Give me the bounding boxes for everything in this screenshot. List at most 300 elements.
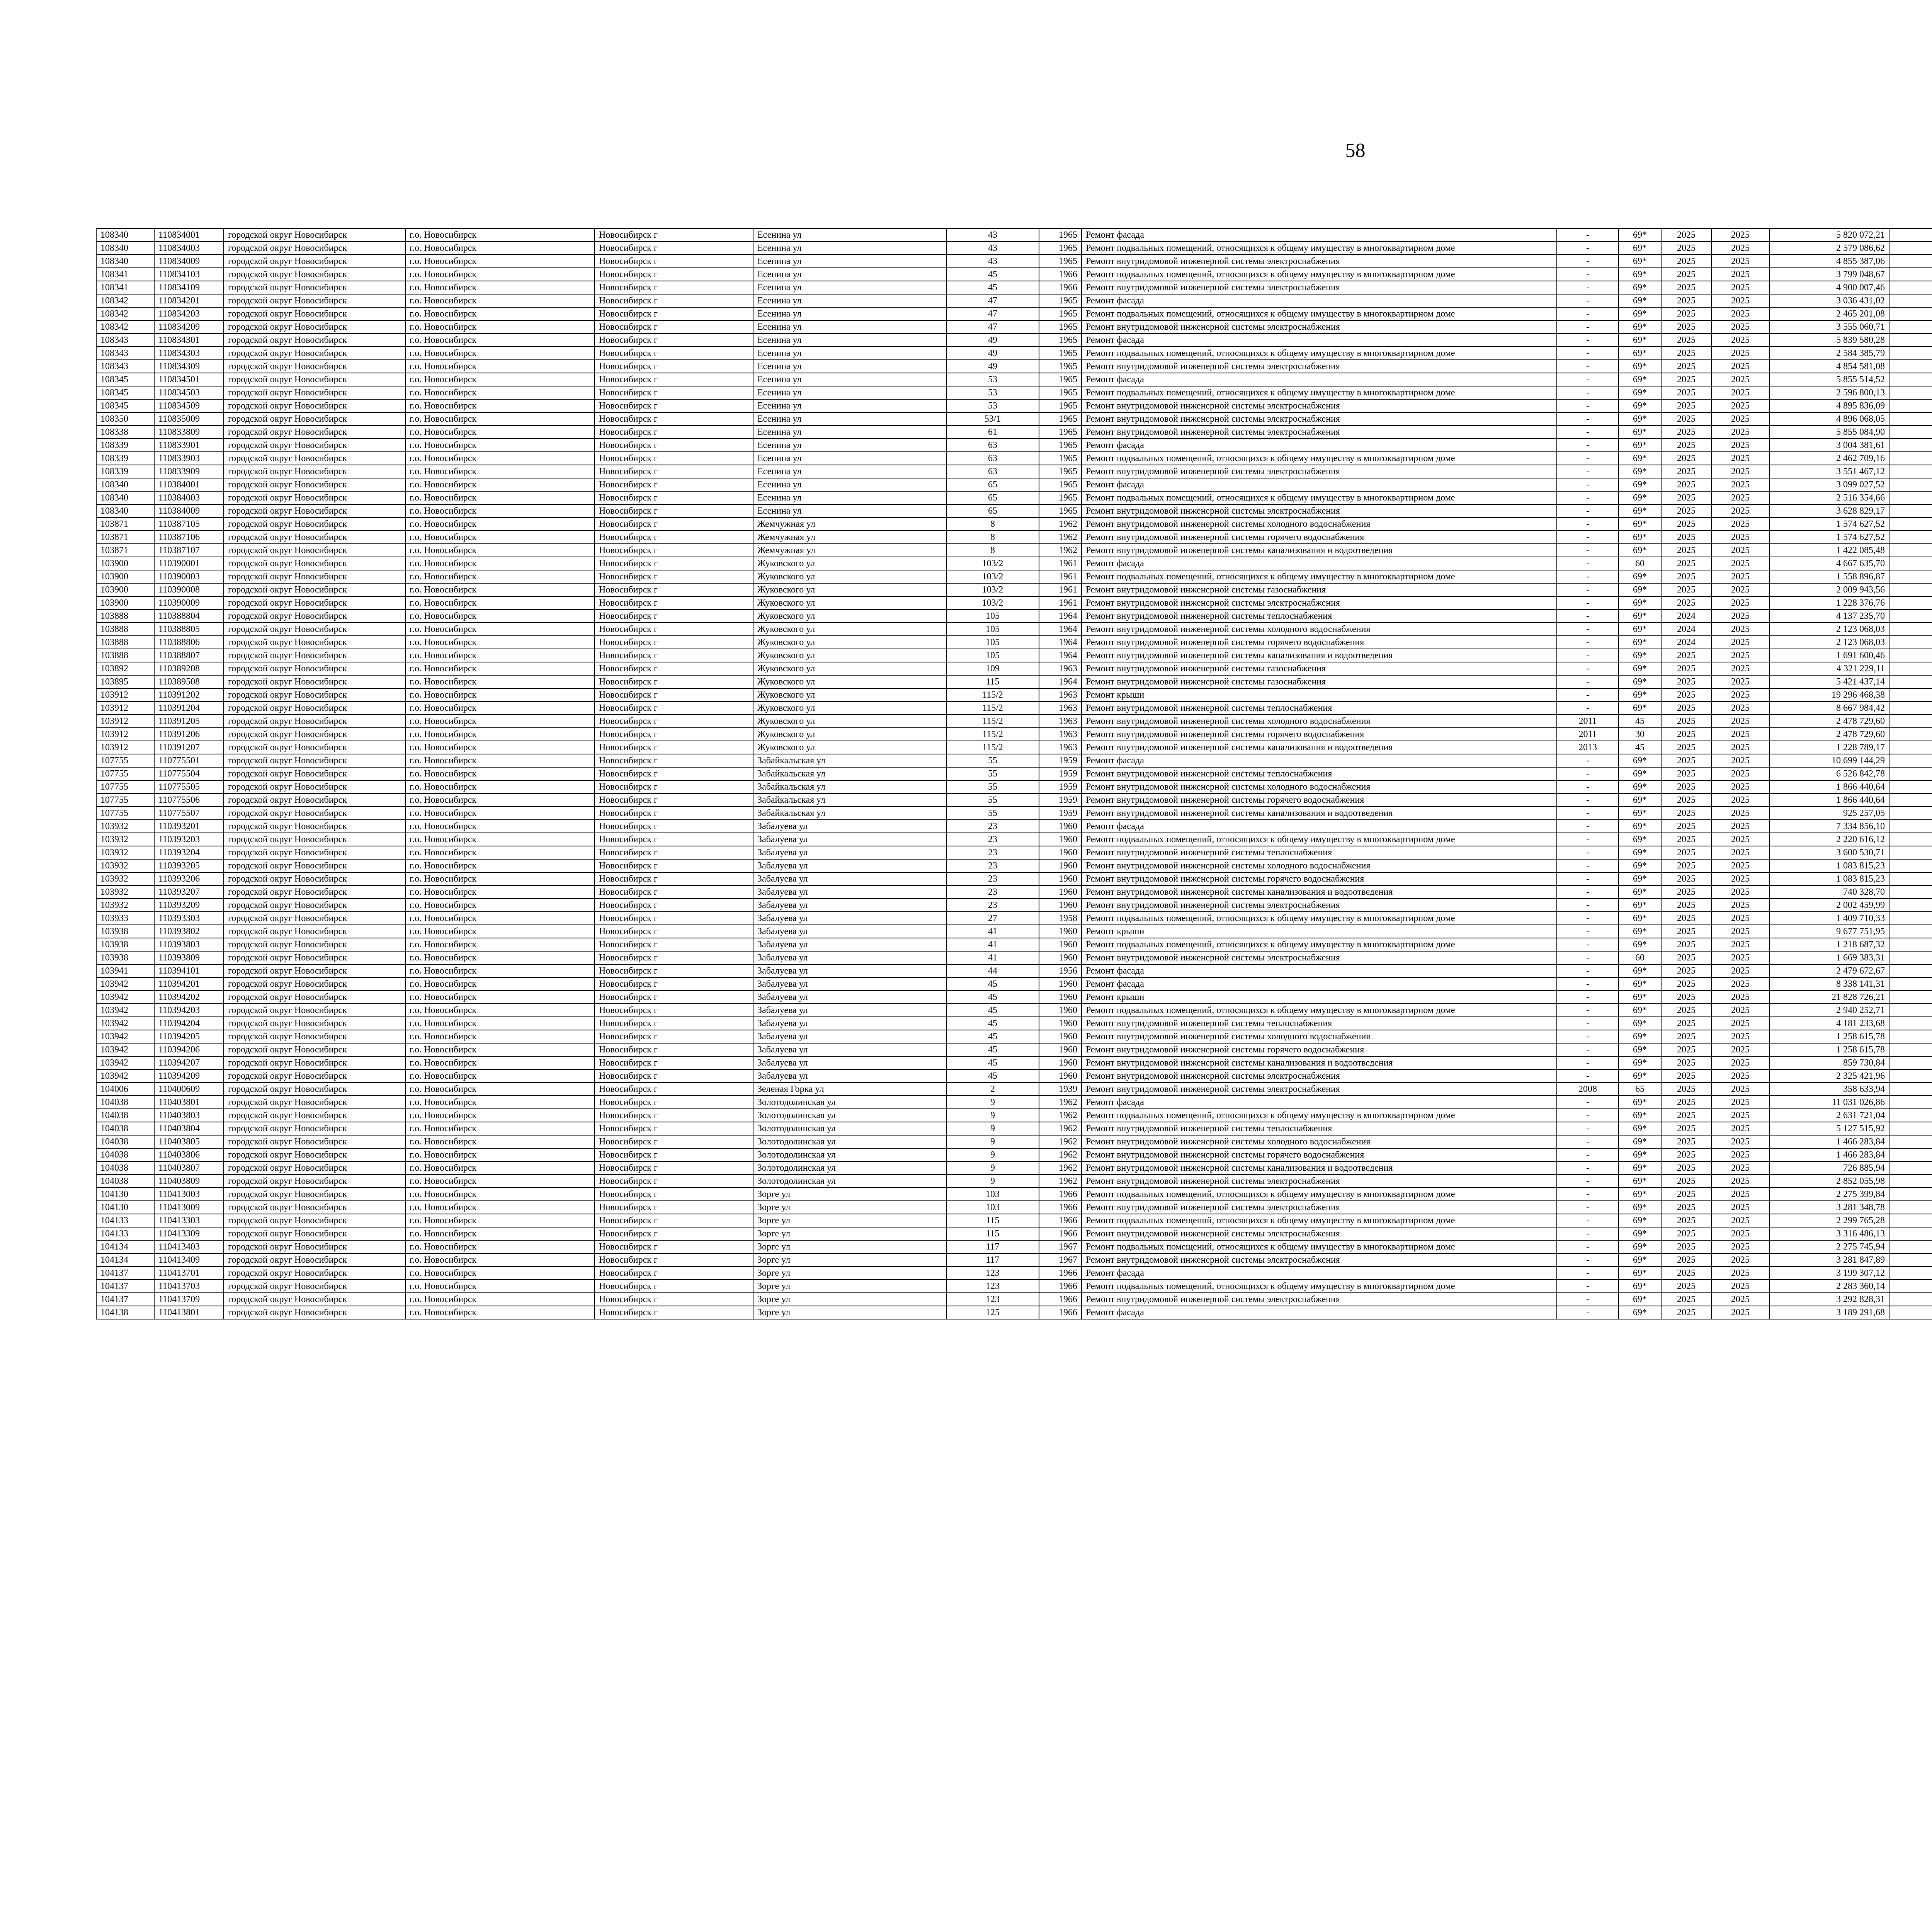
cell-street: Есенина ул (753, 465, 946, 478)
cell-district: городской округ Новосибирск (224, 334, 405, 347)
cell-settlement: г.о. Новосибирск (405, 1227, 595, 1240)
cell-work: Ремонт подвальных помещений, относящихся к общему имуществу в многоквартирном доме (1082, 491, 1557, 504)
cell-year-repair: - (1557, 1306, 1619, 1319)
cell-year-built: 1939 (1039, 1083, 1082, 1096)
cell-year-repair: - (1557, 557, 1619, 570)
cell-cost-fund (1889, 1017, 1932, 1030)
cell-year-done: 2025 (1711, 925, 1769, 938)
cell-year-built: 1964 (1039, 636, 1082, 649)
cell-house-no: 47 (946, 307, 1039, 320)
cell-cost-fund (1889, 636, 1932, 649)
cell-city: Новосибирск г (595, 465, 753, 478)
cell-house-no: 45 (946, 1017, 1039, 1030)
table-row (96, 991, 1932, 1004)
cell-cost-fund (1889, 1056, 1932, 1069)
table-row (96, 1069, 1932, 1083)
cell-settlement: г.о. Новосибирск (405, 701, 595, 715)
cell-year-plan: 2025 (1661, 320, 1711, 334)
cell-district: городской округ Новосибирск (224, 1188, 405, 1201)
table-row (96, 570, 1932, 583)
cell-year-done: 2025 (1711, 1122, 1769, 1135)
table-row (96, 1240, 1932, 1253)
cell-district: городской округ Новосибирск (224, 636, 405, 649)
cell-wear: 69* (1619, 320, 1661, 334)
table-row (96, 491, 1932, 504)
cell-city: Новосибирск г (595, 1109, 753, 1122)
cell-house-no: 55 (946, 767, 1039, 780)
cell-entry-id: 110400609 (154, 1083, 224, 1096)
cell-work: Ремонт внутридомовой инженерной системы электроснабжения (1082, 412, 1557, 426)
table-row (96, 623, 1932, 636)
cell-year-repair: - (1557, 859, 1619, 872)
cell-district: городской округ Новосибирск (224, 1096, 405, 1109)
cell-year-done: 2025 (1711, 465, 1769, 478)
cell-city: Новосибирск г (595, 1096, 753, 1109)
cell-settlement: г.о. Новосибирск (405, 833, 595, 846)
cell-house-id: 103932 (96, 833, 154, 846)
cell-cost-fund (1889, 964, 1932, 977)
cell-street: Есенина ул (753, 307, 946, 320)
cell-work: Ремонт фасада (1082, 557, 1557, 570)
table-row (96, 912, 1932, 925)
cell-settlement: г.о. Новосибирск (405, 925, 595, 938)
cell-year-done: 2025 (1711, 281, 1769, 294)
cell-settlement: г.о. Новосибирск (405, 255, 595, 268)
cell-work: Ремонт внутридомовой инженерной системы теплоснабжения (1082, 1017, 1557, 1030)
table-row (96, 255, 1932, 268)
cell-year-plan: 2025 (1661, 780, 1711, 793)
cell-cost-fund (1889, 885, 1932, 899)
cell-year-plan: 2025 (1661, 649, 1711, 662)
cell-year-repair: - (1557, 426, 1619, 439)
cell-house-no: 45 (946, 1004, 1039, 1017)
cell-entry-id: 110387106 (154, 531, 224, 544)
cell-work: Ремонт подвальных помещений, относящихся к общему имуществу в многоквартирном доме (1082, 386, 1557, 399)
table-row (96, 1109, 1932, 1122)
cell-cost-fund (1889, 1109, 1932, 1122)
cell-wear: 69* (1619, 360, 1661, 373)
cell-settlement: г.о. Новосибирск (405, 1293, 595, 1306)
cell-work: Ремонт фасада (1082, 1267, 1557, 1280)
cell-year-repair: - (1557, 754, 1619, 767)
cell-year-plan: 2025 (1661, 767, 1711, 780)
cell-wear: 69* (1619, 899, 1661, 912)
cell-settlement: г.о. Новосибирск (405, 242, 595, 255)
cell-house-id: 108343 (96, 334, 154, 347)
cell-street: Золотодолинская ул (753, 1175, 946, 1188)
cell-street: Жемчужная ул (753, 518, 946, 531)
cell-house-id: 104137 (96, 1267, 154, 1280)
cell-settlement: г.о. Новосибирск (405, 1083, 595, 1096)
cell-wear: 69* (1619, 1306, 1661, 1319)
cell-house-no: 55 (946, 793, 1039, 807)
cell-district: городской округ Новосибирск (224, 675, 405, 688)
cell-city: Новосибирск г (595, 1175, 753, 1188)
table-row (96, 859, 1932, 872)
cell-year-plan: 2025 (1661, 491, 1711, 504)
cell-settlement: г.о. Новосибирск (405, 465, 595, 478)
cell-work: Ремонт внутридомовой инженерной системы канализования и водоотведения (1082, 1161, 1557, 1175)
cell-cost-total: 2 123 068,03 (1769, 636, 1889, 649)
cell-street: Есенина ул (753, 347, 946, 360)
cell-work: Ремонт внутридомовой инженерной системы электроснабжения (1082, 504, 1557, 518)
cell-work: Ремонт внутридомовой инженерной системы электроснабжения (1082, 1175, 1557, 1188)
cell-work: Ремонт подвальных помещений, относящихся к общему имуществу в многоквартирном доме (1082, 938, 1557, 951)
table-row (96, 531, 1932, 544)
cell-year-plan: 2025 (1661, 1201, 1711, 1214)
cell-entry-id: 110387107 (154, 544, 224, 557)
cell-year-done: 2025 (1711, 1096, 1769, 1109)
cell-year-built: 1965 (1039, 320, 1082, 334)
cell-year-repair: - (1557, 242, 1619, 255)
cell-city: Новосибирск г (595, 334, 753, 347)
cell-city: Новосибирск г (595, 728, 753, 741)
cell-house-id: 103912 (96, 688, 154, 701)
cell-house-no: 105 (946, 649, 1039, 662)
cell-entry-id: 110394202 (154, 991, 224, 1004)
cell-settlement: г.о. Новосибирск (405, 1306, 595, 1319)
cell-city: Новосибирск г (595, 899, 753, 912)
table-row (96, 242, 1932, 255)
cell-wear: 69* (1619, 518, 1661, 531)
cell-house-no: 43 (946, 255, 1039, 268)
cell-cost-fund (1889, 504, 1932, 518)
cell-cost-fund (1889, 544, 1932, 557)
cell-year-done: 2025 (1711, 412, 1769, 426)
cell-settlement: г.о. Новосибирск (405, 964, 595, 977)
cell-street: Забалуева ул (753, 833, 946, 846)
cell-cost-fund (1889, 715, 1932, 728)
cell-street: Зорге ул (753, 1214, 946, 1227)
cell-year-plan: 2024 (1661, 609, 1711, 623)
cell-work: Ремонт внутридомовой инженерной системы теплоснабжения (1082, 1122, 1557, 1135)
cell-work: Ремонт внутридомовой инженерной системы электроснабжения (1082, 399, 1557, 412)
cell-city: Новосибирск г (595, 1201, 753, 1214)
cell-house-no: 45 (946, 1030, 1039, 1043)
cell-street: Зорге ул (753, 1240, 946, 1253)
cell-entry-id: 110834503 (154, 386, 224, 399)
cell-settlement: г.о. Новосибирск (405, 399, 595, 412)
cell-house-id: 107755 (96, 767, 154, 780)
cell-district: городской округ Новосибирск (224, 767, 405, 780)
cell-settlement: г.о. Новосибирск (405, 662, 595, 675)
cell-year-done: 2025 (1711, 1267, 1769, 1280)
cell-settlement: г.о. Новосибирск (405, 715, 595, 728)
cell-year-done: 2025 (1711, 1161, 1769, 1175)
cell-cost-fund (1889, 478, 1932, 491)
cell-year-done: 2025 (1711, 899, 1769, 912)
cell-work: Ремонт внутридомовой инженерной системы газоснабжения (1082, 662, 1557, 675)
cell-year-repair: - (1557, 1280, 1619, 1293)
cell-house-id: 103942 (96, 1056, 154, 1069)
cell-year-plan: 2025 (1661, 991, 1711, 1004)
cell-year-repair: - (1557, 991, 1619, 1004)
cell-year-plan: 2025 (1661, 557, 1711, 570)
cell-cost-fund (1889, 675, 1932, 688)
cell-cost-fund (1889, 912, 1932, 925)
cell-year-done: 2025 (1711, 1043, 1769, 1056)
cell-house-id: 103912 (96, 701, 154, 715)
cell-cost-total: 2 283 360,14 (1769, 1280, 1889, 1293)
cell-house-no: 45 (946, 1043, 1039, 1056)
table-row (96, 1280, 1932, 1293)
cell-house-id: 108340 (96, 478, 154, 491)
cell-cost-total: 2 462 709,16 (1769, 452, 1889, 465)
cell-work: Ремонт внутридомовой инженерной системы теплоснабжения (1082, 701, 1557, 715)
cell-settlement: г.о. Новосибирск (405, 518, 595, 531)
cell-year-done: 2025 (1711, 701, 1769, 715)
cell-house-id: 108340 (96, 491, 154, 504)
cell-year-done: 2025 (1711, 951, 1769, 964)
cell-district: городской округ Новосибирск (224, 439, 405, 452)
cell-year-plan: 2025 (1661, 1227, 1711, 1240)
cell-district: городской округ Новосибирск (224, 557, 405, 570)
cell-house-id: 103888 (96, 649, 154, 662)
table-row (96, 334, 1932, 347)
cell-cost-total: 3 551 467,12 (1769, 465, 1889, 478)
cell-year-done: 2025 (1711, 518, 1769, 531)
cell-city: Новосибирск г (595, 767, 753, 780)
table-row (96, 728, 1932, 741)
cell-cost-total: 1 422 085,48 (1769, 544, 1889, 557)
cell-district: городской округ Новосибирск (224, 964, 405, 977)
cell-cost-total: 1 691 600,46 (1769, 649, 1889, 662)
cell-house-id: 104038 (96, 1161, 154, 1175)
cell-year-repair: - (1557, 1214, 1619, 1227)
cell-district: городской округ Новосибирск (224, 912, 405, 925)
cell-work: Ремонт фасада (1082, 439, 1557, 452)
cell-work: Ремонт внутридомовой инженерной системы электроснабжения (1082, 281, 1557, 294)
cell-settlement: г.о. Новосибирск (405, 1240, 595, 1253)
table-row (96, 1017, 1932, 1030)
table-row (96, 347, 1932, 360)
cell-year-repair: - (1557, 307, 1619, 320)
cell-settlement: г.о. Новосибирск (405, 1201, 595, 1214)
cell-settlement: г.о. Новосибирск (405, 491, 595, 504)
cell-house-id: 108340 (96, 228, 154, 242)
cell-year-built: 1960 (1039, 833, 1082, 846)
cell-work: Ремонт внутридомовой инженерной системы горячего водоснабжения (1082, 636, 1557, 649)
cell-district: городской округ Новосибирск (224, 1017, 405, 1030)
cell-district: городской округ Новосибирск (224, 1083, 405, 1096)
cell-house-no: 47 (946, 294, 1039, 307)
cell-work: Ремонт внутридомовой инженерной системы канализования и водоотведения (1082, 885, 1557, 899)
cell-wear: 69* (1619, 373, 1661, 386)
cell-year-repair: - (1557, 228, 1619, 242)
cell-entry-id: 110833901 (154, 439, 224, 452)
cell-year-built: 1960 (1039, 951, 1082, 964)
cell-city: Новосибирск г (595, 1056, 753, 1069)
cell-year-plan: 2025 (1661, 728, 1711, 741)
cell-year-plan: 2025 (1661, 242, 1711, 255)
cell-year-done: 2025 (1711, 1253, 1769, 1267)
cell-year-plan: 2025 (1661, 1017, 1711, 1030)
cell-year-repair: - (1557, 701, 1619, 715)
cell-cost-total: 2 940 252,71 (1769, 1004, 1889, 1017)
cell-settlement: г.о. Новосибирск (405, 1214, 595, 1227)
cell-settlement: г.о. Новосибирск (405, 1135, 595, 1148)
cell-work: Ремонт подвальных помещений, относящихся к общему имуществу в многоквартирном доме (1082, 912, 1557, 925)
cell-entry-id: 110393205 (154, 859, 224, 872)
cell-house-id: 103932 (96, 872, 154, 885)
cell-street: Зорге ул (753, 1253, 946, 1267)
cell-street: Золотодолинская ул (753, 1135, 946, 1148)
cell-entry-id: 110833809 (154, 426, 224, 439)
cell-wear: 69* (1619, 793, 1661, 807)
cell-district: городской округ Новосибирск (224, 281, 405, 294)
table-row (96, 452, 1932, 465)
cell-city: Новосибирск г (595, 859, 753, 872)
cell-cost-fund (1889, 1306, 1932, 1319)
cell-year-repair: - (1557, 1240, 1619, 1253)
cell-house-id: 108341 (96, 281, 154, 294)
cell-year-plan: 2025 (1661, 899, 1711, 912)
cell-wear: 69* (1619, 820, 1661, 833)
cell-house-id: 108341 (96, 268, 154, 281)
cell-cost-fund (1889, 820, 1932, 833)
cell-cost-fund (1889, 307, 1932, 320)
cell-district: городской округ Новосибирск (224, 570, 405, 583)
cell-settlement: г.о. Новосибирск (405, 1096, 595, 1109)
cell-wear: 69* (1619, 767, 1661, 780)
cell-district: городской округ Новосибирск (224, 1240, 405, 1253)
cell-street: Есенина ул (753, 228, 946, 242)
cell-city: Новосибирск г (595, 741, 753, 754)
cell-house-no: 105 (946, 636, 1039, 649)
cell-cost-fund (1889, 938, 1932, 951)
cell-wear: 69* (1619, 1122, 1661, 1135)
cell-year-repair: - (1557, 820, 1619, 833)
cell-entry-id: 110393209 (154, 899, 224, 912)
cell-wear: 69* (1619, 1135, 1661, 1148)
cell-year-repair: - (1557, 504, 1619, 518)
cell-house-no: 115 (946, 1227, 1039, 1240)
cell-wear: 69* (1619, 1253, 1661, 1267)
cell-cost-total: 4 854 581,08 (1769, 360, 1889, 373)
cell-street: Жемчужная ул (753, 544, 946, 557)
table-row (96, 320, 1932, 334)
cell-street: Жуковского ул (753, 688, 946, 701)
cell-settlement: г.о. Новосибирск (405, 557, 595, 570)
cell-city: Новосибирск г (595, 399, 753, 412)
cell-settlement: г.о. Новосибирск (405, 412, 595, 426)
cell-house-no: 23 (946, 833, 1039, 846)
cell-year-built: 1961 (1039, 596, 1082, 609)
table-row (96, 1267, 1932, 1280)
cell-year-repair: - (1557, 583, 1619, 596)
cell-house-id: 103942 (96, 1043, 154, 1056)
table-row (96, 964, 1932, 977)
cell-entry-id: 110834201 (154, 294, 224, 307)
cell-entry-id: 110775505 (154, 780, 224, 793)
cell-year-repair: - (1557, 1109, 1619, 1122)
table-row (96, 1175, 1932, 1188)
cell-settlement: г.о. Новосибирск (405, 439, 595, 452)
table-row (96, 741, 1932, 754)
cell-house-no: 9 (946, 1096, 1039, 1109)
cell-entry-id: 110403807 (154, 1161, 224, 1175)
cell-street: Жуковского ул (753, 583, 946, 596)
cell-year-repair: - (1557, 1201, 1619, 1214)
cell-cost-total: 2 579 086,62 (1769, 242, 1889, 255)
cell-house-no: 8 (946, 518, 1039, 531)
cell-settlement: г.о. Новосибирск (405, 938, 595, 951)
cell-city: Новосибирск г (595, 439, 753, 452)
cell-street: Золотодолинская ул (753, 1161, 946, 1175)
cell-year-done: 2025 (1711, 583, 1769, 596)
cell-year-done: 2025 (1711, 426, 1769, 439)
cell-cost-total: 2 002 459,99 (1769, 899, 1889, 912)
cell-cost-fund (1889, 570, 1932, 583)
cell-year-plan: 2025 (1661, 1175, 1711, 1188)
cell-district: городской округ Новосибирск (224, 938, 405, 951)
cell-city: Новосибирск г (595, 1214, 753, 1227)
cell-city: Новосибирск г (595, 991, 753, 1004)
cell-wear: 69* (1619, 1267, 1661, 1280)
cell-house-no: 103/2 (946, 583, 1039, 596)
cell-wear: 69* (1619, 570, 1661, 583)
cell-house-id: 103912 (96, 715, 154, 728)
cell-street: Есенина ул (753, 386, 946, 399)
cell-year-done: 2025 (1711, 334, 1769, 347)
cell-wear: 69* (1619, 334, 1661, 347)
cell-cost-total: 3 281 348,78 (1769, 1201, 1889, 1214)
cell-cost-fund (1889, 386, 1932, 399)
cell-cost-fund (1889, 1175, 1932, 1188)
cell-year-repair: - (1557, 268, 1619, 281)
cell-house-id: 104038 (96, 1122, 154, 1135)
cell-street: Забалуева ул (753, 964, 946, 977)
cell-cost-fund (1889, 242, 1932, 255)
cell-entry-id: 110394209 (154, 1069, 224, 1083)
table-row (96, 925, 1932, 938)
cell-house-no: 105 (946, 609, 1039, 623)
cell-year-plan: 2025 (1661, 859, 1711, 872)
cell-year-repair: - (1557, 899, 1619, 912)
cell-entry-id: 110413409 (154, 1253, 224, 1267)
cell-city: Новосибирск г (595, 1083, 753, 1096)
cell-cost-fund (1889, 373, 1932, 386)
cell-year-built: 1965 (1039, 255, 1082, 268)
cell-cost-fund (1889, 793, 1932, 807)
cell-district: городской округ Новосибирск (224, 1267, 405, 1280)
cell-year-built: 1964 (1039, 609, 1082, 623)
cell-cost-total: 4 667 635,70 (1769, 557, 1889, 570)
cell-year-done: 2025 (1711, 544, 1769, 557)
cell-wear: 69* (1619, 452, 1661, 465)
cell-work: Ремонт подвальных помещений, относящихся к общему имуществу в многоквартирном доме (1082, 1280, 1557, 1293)
cell-house-id: 104038 (96, 1135, 154, 1148)
cell-entry-id: 110413303 (154, 1214, 224, 1227)
cell-house-id: 108342 (96, 320, 154, 334)
cell-cost-total: 5 855 514,52 (1769, 373, 1889, 386)
cell-entry-id: 110394203 (154, 1004, 224, 1017)
cell-year-built: 1965 (1039, 465, 1082, 478)
cell-year-repair: 2011 (1557, 728, 1619, 741)
cell-cost-total: 3 199 307,12 (1769, 1267, 1889, 1280)
cell-district: городской округ Новосибирск (224, 609, 405, 623)
cell-settlement: г.о. Новосибирск (405, 636, 595, 649)
cell-work: Ремонт внутридомовой инженерной системы теплоснабжения (1082, 846, 1557, 859)
cell-cost-fund (1889, 1267, 1932, 1280)
cell-wear: 69* (1619, 780, 1661, 793)
cell-cost-fund (1889, 701, 1932, 715)
cell-house-no: 49 (946, 347, 1039, 360)
cell-work: Ремонт внутридомовой инженерной системы холодного водоснабжения (1082, 1030, 1557, 1043)
cell-street: Есенина ул (753, 439, 946, 452)
cell-year-done: 2025 (1711, 1004, 1769, 1017)
cell-house-id: 108340 (96, 504, 154, 518)
